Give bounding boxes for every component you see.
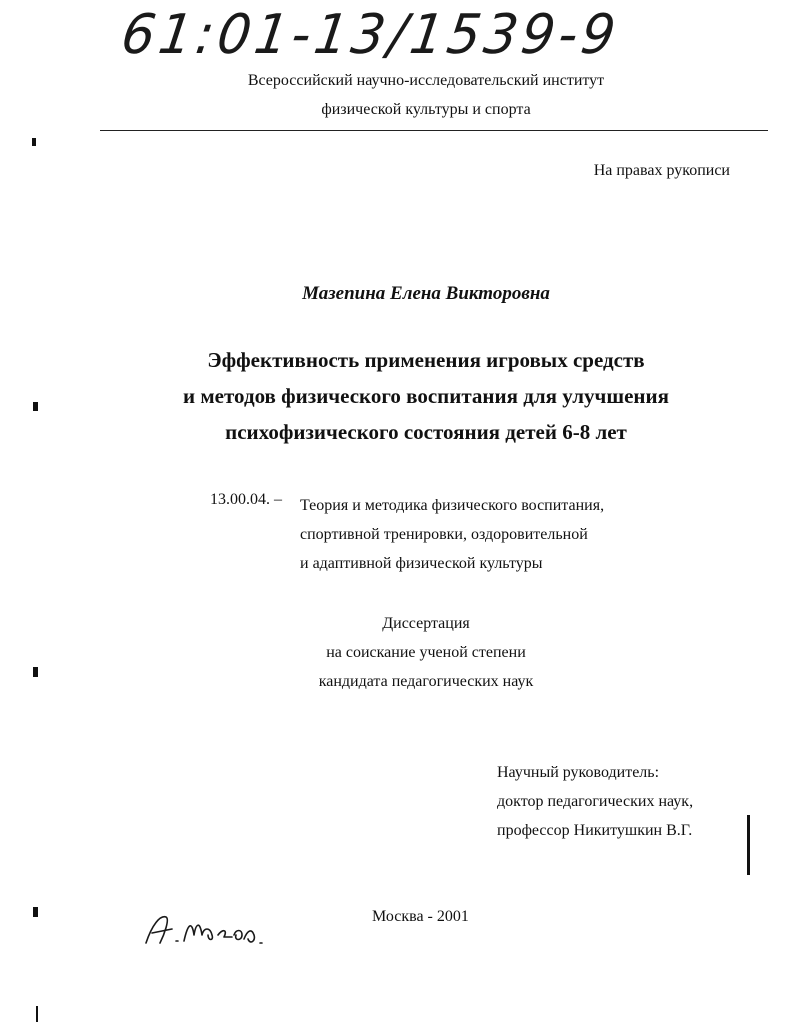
handwritten-signature <box>138 905 288 955</box>
degree-line: кандидата педагогических наук <box>318 673 534 690</box>
degree-line: на соискание ученой степени <box>326 644 526 661</box>
scan-edge <box>747 815 750 875</box>
title-line: психофизического состояния детей 6-8 лет <box>225 420 627 444</box>
author-name: Мазепина Елена Викторовна <box>302 283 550 304</box>
specialty-line: спортивной тренировки, оздоровительной <box>300 526 588 543</box>
scan-speck <box>33 402 38 411</box>
place-and-year: Москва - 2001 <box>372 908 469 925</box>
scan-speck <box>33 667 38 677</box>
degree-line: Диссертация <box>382 615 470 632</box>
scan-speck <box>32 138 36 146</box>
archive-number: 61:01-13/1539-9 <box>117 3 623 67</box>
institute-name-line-2: физической культуры и спорта <box>321 101 531 118</box>
title-line: и методов физического воспитания для улучшения <box>183 384 669 408</box>
scan-speck <box>33 907 38 917</box>
institute-name-line-1: Всероссийский научно-исследовательский институт <box>247 72 605 89</box>
rights-note: На правах рукописи <box>593 162 730 179</box>
header-divider <box>100 130 768 131</box>
specialty-line: и адаптивной физической культуры <box>300 555 543 572</box>
supervisor-line: профессор Никитушкин В.Г. <box>497 822 693 839</box>
specialty-code: 13.00.04. – <box>210 491 282 508</box>
dissertation-title <box>0 342 792 450</box>
supervisor-block <box>497 758 693 845</box>
supervisor-line: доктор педагогических наук, <box>497 793 694 810</box>
specialty-line: Теория и методика физического воспитания, <box>300 497 605 514</box>
title-line: Эффективность применения игровых средств <box>207 348 645 372</box>
supervisor-line: Научный руководитель: <box>497 764 660 781</box>
degree-statement <box>0 609 792 696</box>
scan-edge <box>36 1006 38 1022</box>
specialty-description <box>300 491 604 578</box>
